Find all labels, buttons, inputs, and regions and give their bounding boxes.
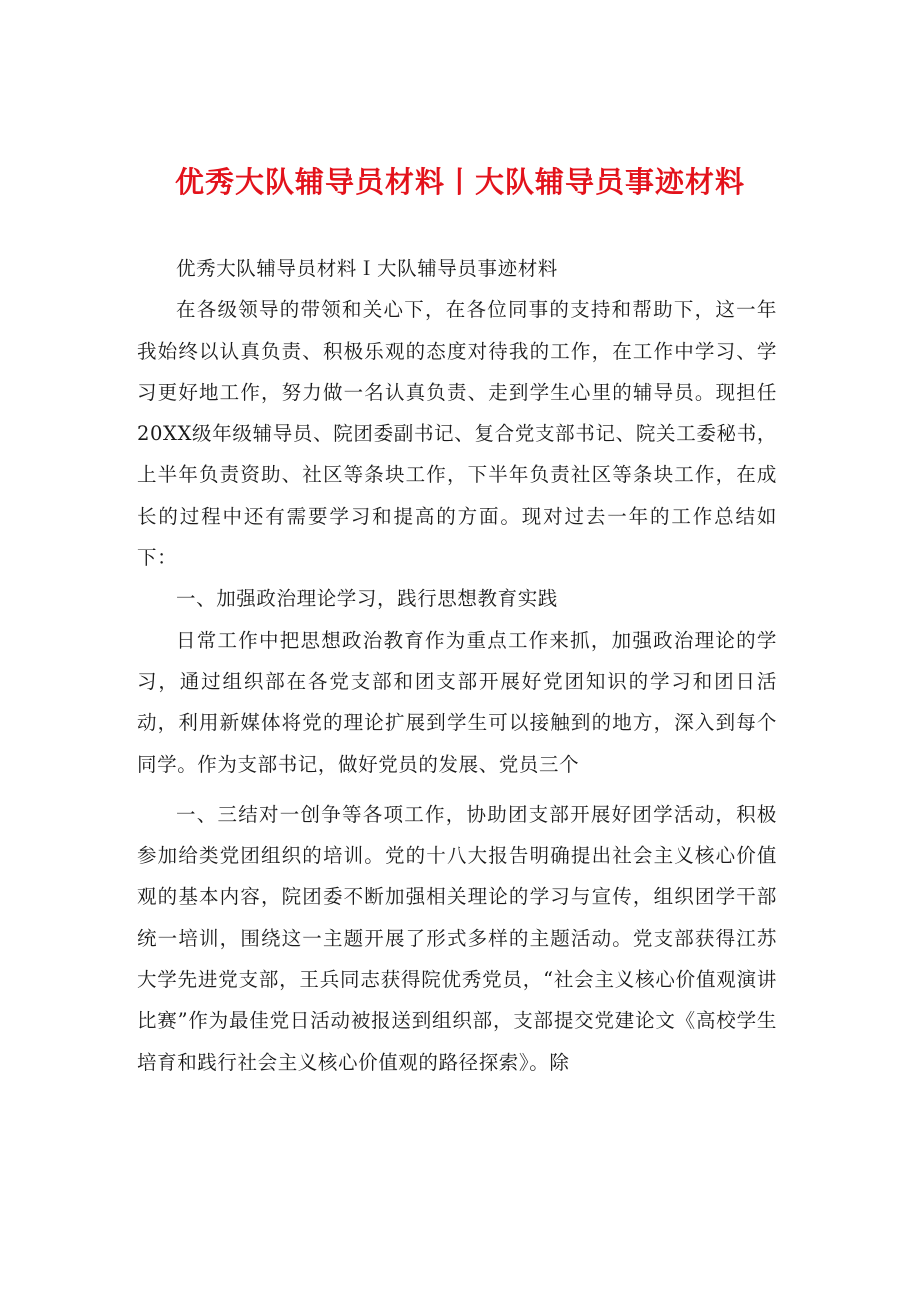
paragraph-intro: 在各级领导的带领和关心下，在各位同事的支持和帮助下，这一年我始终以认真负责、积极乐观的态度对待我的工作，在工作中学习、学习更好地工作，努力做一名认真负责、走到学生心里的辅导员。现担任20XX级年级辅导员、院团委副书记、复合党支部书记、院关工委秘书，上半年负责资助、社区等条块工作，下半年负责社区等条块工作，在成长的过程中还有需要学习和提高的方面。现对过去一年的工作总结如下： bbox=[137, 298, 777, 570]
section-heading: 一、加强政治理论学习，践行思想教育实践 bbox=[176, 587, 558, 611]
document-body bbox=[137, 248, 777, 1083]
paragraph-subtitle: 优秀大队辅导员材料Ｉ大队辅导员事迹材料 bbox=[176, 257, 558, 280]
paragraph-theory-study: 日常工作中把思想政治教育作为重点工作来抓，加强政治理论的学习，通过组织部在各党支部和团支部开展好党团知识的学习和团日活动，利用新媒体将党的理论扩展到学生可以接触到的地方，深入到每个同学。作为支部书记，做好党员的发展、党员三个 bbox=[137, 628, 777, 776]
document-title: 优秀大队辅导员材料丨大队辅导员事迹材料 bbox=[174, 165, 745, 199]
paragraph-party-work: 一、三结对一创争等各项工作，协助团支部开展好团学活动，积极参加给类党团组织的培训。党的十八大报告明确提出社会主义核心价值观的基本内容，院团委不断加强相关理论的学习与宣传，组织团学干部统一培训，围绕这一主题开展了形式多样的主题活动。党支部获得江苏大学先进党支部，王兵同志获得院优秀党员，“社会主义核心价值观演讲比赛”作为最佳党日活动被报送到组织部，支部提交党建论文《高校学生培育和践行社会主义核心价值观的路径探索》。除 bbox=[137, 802, 777, 1074]
